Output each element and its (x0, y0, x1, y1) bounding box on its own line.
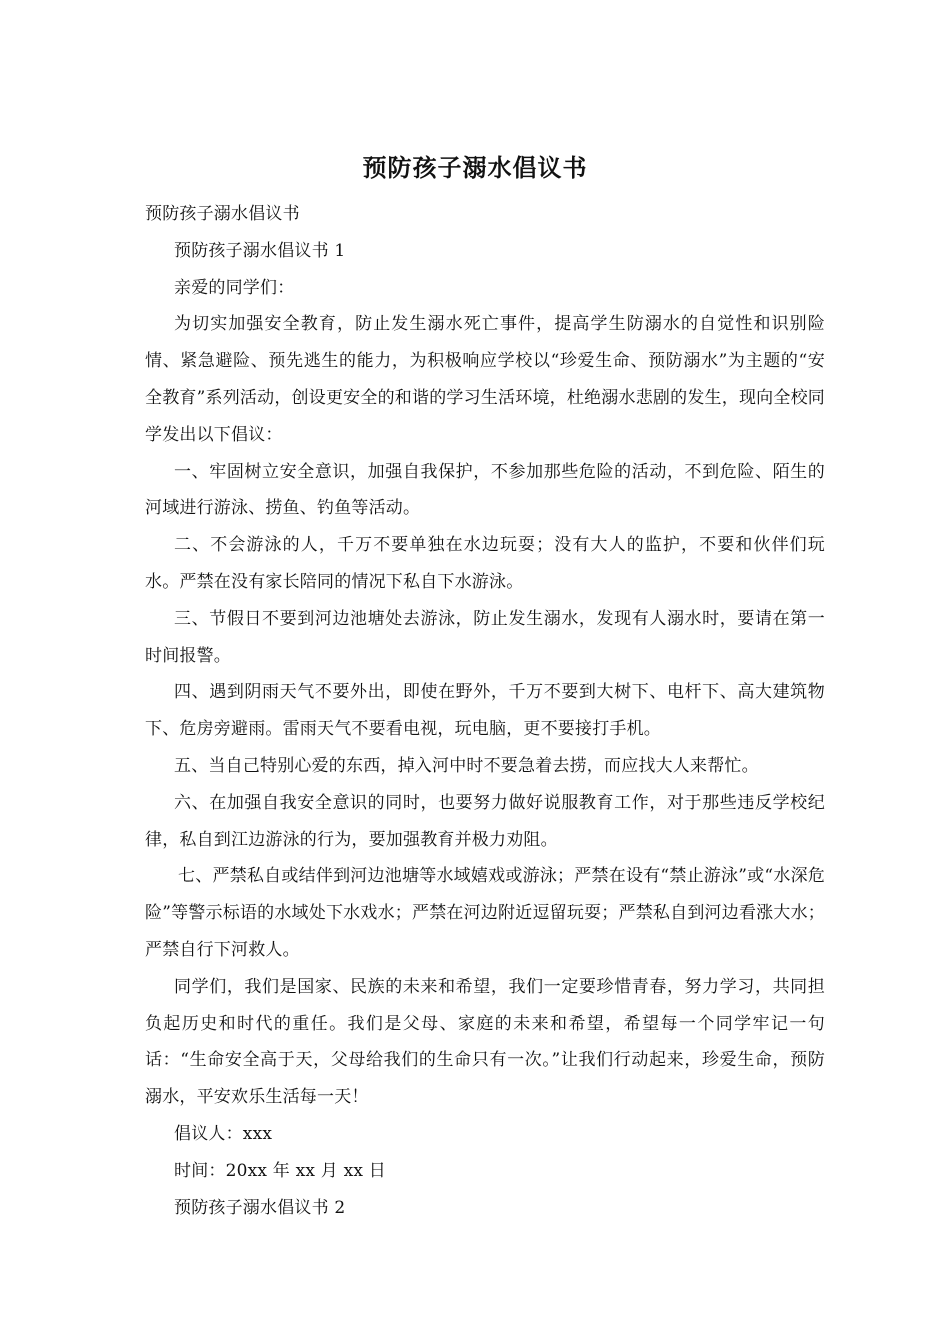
item-1: 一、牢固树立安全意识，加强自我保护，不参加那些危险的活动，不到危险、陌生的河域进行游泳、捞鱼、钓鱼等活动。 (145, 461, 825, 519)
item-2: 二、不会游泳的人，千万不要单独在水边玩耍；没有大人的监护，不要和伙伴们玩水。严禁在没有家长陪同的情况下私自下水游泳。 (145, 535, 825, 592)
item-3: 三、节假日不要到河边池塘处去游泳，防止发生溺水，发现有人溺水时，要请在第一时间报警。 (145, 608, 825, 666)
section-heading-2: 预防孩子溺水倡议书 2 (174, 1197, 346, 1218)
item-5: 五、当自己特别心爱的东西，掉入河中时不要急着去捞，而应找大人来帮忙。 (174, 755, 759, 776)
intro-paragraph: 为切实加强安全教育，防止发生溺水死亡事件，提高学生防溺水的自觉性和识别险情、紧急避险、预先逃生的能力，为积极响应学校以“珍爱生命、预防溺水”为主题的“安全教育”系列活动，创设更安全的和谐的学习生活环境，杜绝溺水悲剧的发生，现向全校同学发出以下倡议： (145, 314, 825, 445)
initiator: 倡议人：xxx (174, 1123, 273, 1144)
item-7: 七、严禁私自或结伴到河边池塘等水域嬉戏或游泳；严禁在设有“禁止游泳”或“水深危险”等警示标语的水域处下水戏水；严禁在河边附近逗留玩耍；严禁私自到河边看涨大水；严禁自行下河救人。 (145, 866, 825, 960)
item-6: 六、在加强自我安全意识的同时，也要努力做好说服教育工作，对于那些违反学校纪律，私自到江边游泳的行为，要加强教育并极力劝阻。 (145, 792, 825, 850)
closing-paragraph: 同学们，我们是国家、民族的未来和希望，我们一定要珍惜青春，努力学习，共同担负起历史和时代的重任。我们是父母、家庭的未来和希望，希望每一个同学牢记一句话：“生命安全高于天，父母给我们的生命只有一次。”让我们行动起来，珍爱生命，预防溺水，平安欢乐生活每一天！ (145, 976, 825, 1108)
item-4: 四、遇到阴雨天气不要外出，即使在野外，千万不要到大树下、电杆下、高大建筑物下、危房旁避雨。雷雨天气不要看电视，玩电脑，更不要接打手机。 (145, 682, 825, 740)
paragraph-heading: 预防孩子溺水倡议书 (145, 204, 300, 224)
document-body (145, 196, 825, 1226)
greeting: 亲爱的同学们： (174, 277, 295, 298)
document-title: 预防孩子溺水倡议书 (362, 153, 588, 182)
date-line: 时间：20xx 年 xx 月 xx 日 (174, 1160, 386, 1181)
section-heading-1: 预防孩子溺水倡议书 1 (174, 240, 346, 261)
